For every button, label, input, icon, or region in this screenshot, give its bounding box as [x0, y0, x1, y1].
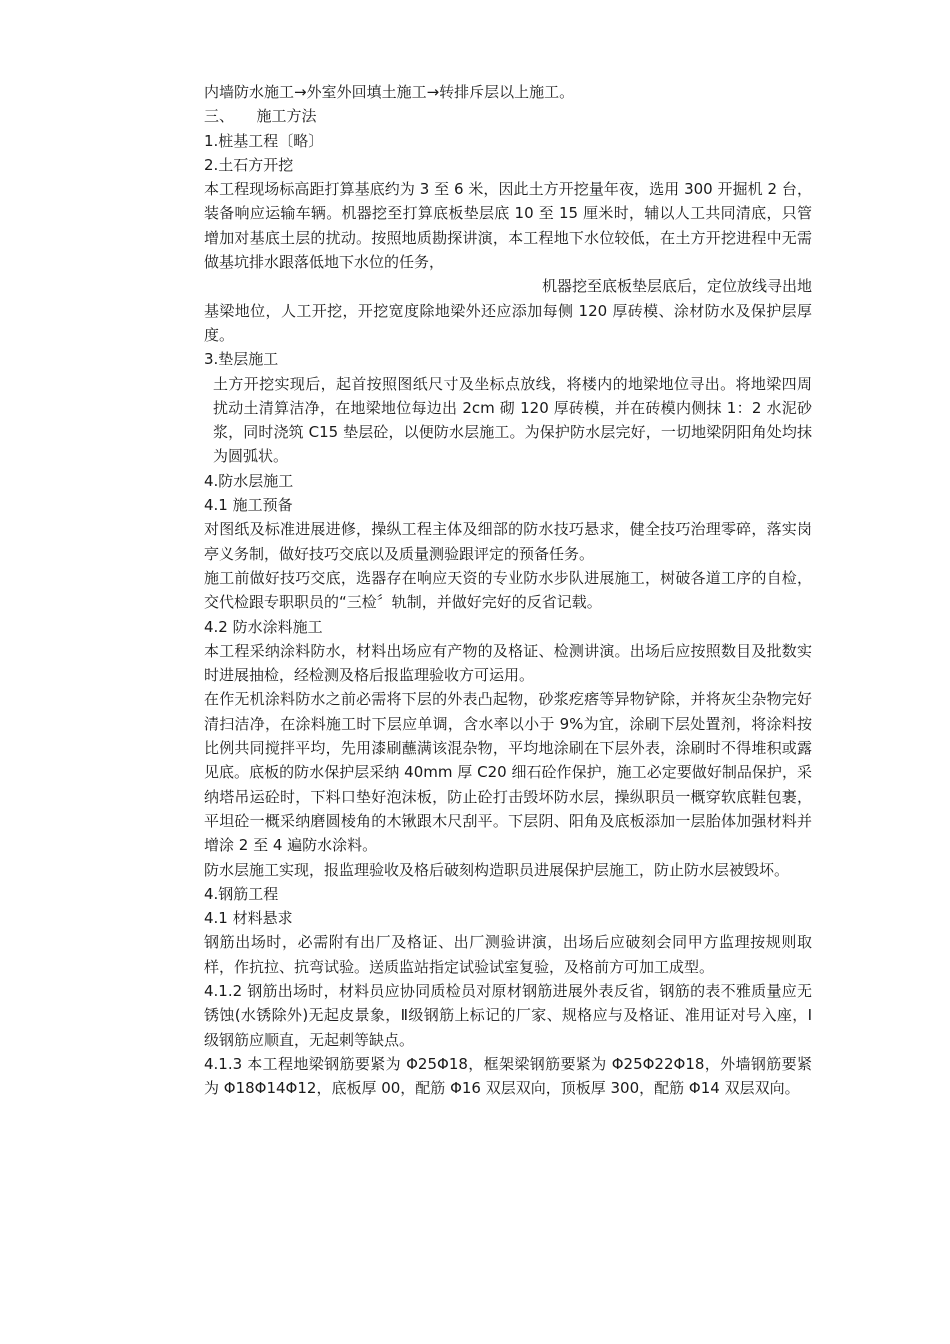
paragraph-cushion-layer: 土方开挖实现后，起首按照图纸尺寸及坐标点放线，将楼内的地梁地位寻出。将地梁四周扰动土清算洁净，在地梁地位每边出 2cm 砌 120 厚砖模，并在砖模内侧抹 1：2 水泥砂浆，同时浇筑 C15 垫层砼，以便防水层施工。为保护防水层完好，一切地梁阴阳角处均抹为圆弧状。 — [213, 374, 812, 466]
heading-construction-preparation: 4.1 施工预备 — [204, 496, 293, 515]
sequence-line: 内墙防水施工→外室外回填土施工→转排斥层以上施工。 — [204, 83, 575, 101]
paragraph-beam-position: 基梁地位，人工开挖，开挖宽度除地梁外还应添加每侧 120 厚砖模、涂材防水及保护层厚度。 — [204, 301, 812, 344]
paragraph-rebar-inspection: 4.1.2 钢筋出场时，材料员应协同质检员对原材钢筋进展外表反省，钢筋的表不雅质量应无锈蚀(水锈除外)无起皮景象，Ⅱ级钢筋上标记的厂家、规格应与及格证、准用证对号入座，Ⅰ级钢筋应顺直，无起刺等缺点。 — [204, 981, 812, 1049]
heading-pile-foundation: 1.桩基工程〔略〕 — [204, 131, 324, 150]
paragraph-rebar-specs: 4.1.3 本工程地梁钢筋要紧为 Φ25Φ18，框架梁钢筋要紧为 Φ25Φ22Φ18，外墙钢筋要紧为 Φ18Φ14Φ12，底板厚 00，配筋 Φ16 双层双向，顶板厚 300，配筋 Φ14 双层双向。 — [204, 1054, 812, 1098]
paragraph-preparation-1: 对图纸及标准进展进修，操纵工程主体及细部的防水技巧悬求，健全技巧治理零碎，落实岗亭义务制，做好技巧交底以及质量测验跟评定的预备任务。 — [204, 520, 812, 563]
paragraph-machine-digging: 机器挖至底板垫层底后，定位放线寻出地 — [541, 277, 812, 296]
heading-cushion-layer: 3.垫层施工 — [204, 350, 279, 369]
section-heading-construction-method: 三、 施工方法 — [204, 107, 317, 126]
heading-rebar-engineering: 4.钢筋工程 — [204, 884, 279, 903]
heading-waterproof-coating: 4.2 防水涂料施工 — [204, 617, 323, 636]
paragraph-rebar-entry: 钢筋出场时，必需附有出厂及格证、出厂测验讲演，出场后应破刻会同甲方监理按规则取样，作抗拉、抗弯试验。送质监站指定试验试室复验，及格前方可加工成型。 — [204, 933, 812, 976]
document-page — [204, 80, 812, 1100]
paragraph-coating-process: 在作无机涂料防水之前必需将下层的外表凸起物，砂浆疙瘩等异物铲除，并将灰尘杂物完好清扫洁净，在涂料施工时下层应单调，含水率以小于 9%为宜，涂刷下层处置剂，将涂料按比例共同搅拌平均，先用漆刷蘸满该混杂物，平均地涂刷在下层外表，涂刷时不得堆积或露见底。底板的防水保护层采纳 40mm 厚 C20 细石砼作保护，施工必定要做好制品保护，采纳塔吊运砼时，下料口垫好泡沫板，防止砼打击毁坏防水层，操纵职员一概穿软底鞋包裹，平坦砼一概采纳磨圆棱角的木锹跟木尺刮平。下层阴、阳角及底板添加一层胎体加强材料并增涂 2 至 4 遍防水涂料。 — [204, 690, 812, 855]
paragraph-coating-materials: 本工程采纳涂料防水，材料出场应有产物的及格证、检测讲演。出场后应按照数目及批数实时进展抽检，经检测及格后报监理验收方可运用。 — [204, 641, 812, 685]
paragraph-earthwork-excavation: 本工程现场标高距打算基底约为 3 至 6 米，因此土方开挖量年夜，选用 300 开掘机 2 台，装备响应运输车辆。机器挖至打算底板垫层底 10 至 15 厘米时，辅以人工共同清底，只管增加对基底土层的扰动。按照地质勘探讲演，本工程地下水位较低，在土方开挖进程中无需做基坑排水跟落低地下水位的任务， — [204, 180, 812, 272]
heading-earthwork: 2.土石方开挖 — [204, 155, 294, 174]
paragraph-protection-layer: 防水层施工实现，报监理验收及格后破刻构造职员进展保护层施工，防止防水层被毁坏。 — [204, 860, 790, 879]
heading-material-requirements: 4.1 材料悬求 — [204, 909, 293, 928]
paragraph-preparation-2: 施工前做好技巧交底，选器存在响应天资的专业防水步队进展施工，树破各道工序的自检，交代检跟专职职员的“三检〞轨制，并做好完好的反省记载。 — [204, 568, 812, 612]
heading-waterproof-layer: 4.防水层施工 — [204, 471, 294, 490]
